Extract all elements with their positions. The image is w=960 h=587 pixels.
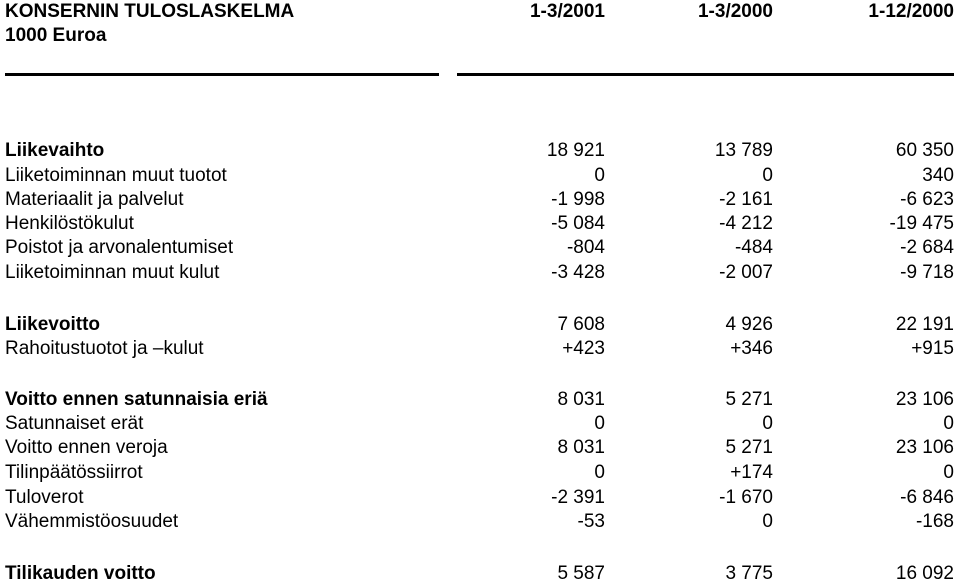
row-value-q1-2001: -5 084 [551,213,605,234]
row-value-q1-2001: 8 031 [557,389,605,410]
row-value-fy-2000: -2 684 [900,237,954,258]
row-label: Liiketoiminnan muut tuotot [5,165,227,186]
header-divider-right [457,73,954,76]
row-value-fy-2000: 23 106 [895,389,954,410]
row-tilikauden-voitto [0,561,960,587]
row-label: Materiaalit ja palvelut [5,189,184,210]
row-label: Henkilöstökulut [5,213,134,234]
row-liiketoiminnan-muut-tuotot [0,163,960,189]
row-voitto-ennen-veroja [0,435,960,461]
row-label: Liikevaihto [5,140,105,161]
row-henkilostokulut [0,211,960,237]
row-label: Voitto ennen veroja [5,437,168,458]
row-tilinpaatossiirrot [0,460,960,486]
row-value-fy-2000: -6 623 [900,189,954,210]
row-materiaalit-ja-palvelut [0,187,960,213]
row-value-q1-2001: 0 [594,165,605,186]
row-value-q1-2001: +423 [562,338,605,359]
row-label: Voitto ennen satunnaisia eriä [5,389,268,410]
row-value-fy-2000: -168 [915,511,954,532]
row-label: Liiketoiminnan muut kulut [5,262,220,283]
row-value-q1-2000: 5 271 [725,389,773,410]
row-value-fy-2000: 60 350 [895,140,954,161]
row-label: Vähemmistöosuudet [5,511,179,532]
row-value-q1-2000: -2 007 [719,262,773,283]
column-header-q1-2000: 1-3/2000 [697,1,773,22]
row-liiketoiminnan-muut-kulut [0,260,960,286]
row-value-q1-2001: -1 998 [551,189,605,210]
row-label: Rahoitustuotot ja –kulut [5,338,204,359]
row-value-fy-2000: -9 718 [900,262,954,283]
row-value-q1-2000: 13 789 [714,140,773,161]
column-header-fy-2000: 1-12/2000 [868,1,954,22]
row-vahemmistoosuudet [0,509,960,535]
statement-title: KONSERNIN TULOSLASKELMA [5,1,295,22]
row-label: Satunnaiset erät [5,413,144,434]
row-value-q1-2001: 5 587 [557,563,605,584]
row-value-q1-2000: -1 670 [719,487,773,508]
row-value-q1-2001: 18 921 [546,140,605,161]
row-poistot-ja-arvonalentumiset [0,235,960,261]
row-value-q1-2001: 0 [594,462,605,483]
row-label: Poistot ja arvonalentumiset [5,237,234,258]
row-value-q1-2000: +346 [730,338,773,359]
row-value-q1-2000: -2 161 [719,189,773,210]
row-value-fy-2000: -6 846 [900,487,954,508]
row-label: Tuloverot [5,487,84,508]
row-satunnaiset-erat [0,411,960,437]
row-label: Tilinpäätössiirrot [5,462,143,483]
row-value-q1-2000: -484 [734,237,773,258]
row-liikevaihto [0,138,960,164]
row-value-q1-2000: 3 775 [725,563,773,584]
row-value-q1-2000: -4 212 [719,213,773,234]
column-header-q1-2001: 1-3/2001 [529,1,605,22]
row-value-q1-2000: +174 [730,462,773,483]
row-value-q1-2001: -53 [577,511,605,532]
row-value-q1-2001: -804 [566,237,605,258]
row-value-fy-2000: 0 [943,413,954,434]
row-value-q1-2001: 0 [594,413,605,434]
row-value-fy-2000: -19 475 [889,213,954,234]
row-tuloverot [0,485,960,511]
row-value-fy-2000: 23 106 [895,437,954,458]
row-liikevoitto [0,312,960,338]
row-value-fy-2000: 0 [943,462,954,483]
row-value-fy-2000: 22 191 [895,314,954,335]
row-value-q1-2001: -2 391 [551,487,605,508]
header-divider-left [5,73,439,76]
row-value-q1-2001: -3 428 [551,262,605,283]
currency-unit: 1000 Euroa [5,25,107,46]
row-value-q1-2000: 4 926 [725,314,773,335]
row-rahoitustuotot-ja-kulut [0,336,960,362]
row-value-fy-2000: 16 092 [895,563,954,584]
row-value-q1-2000: 0 [762,165,773,186]
row-label: Tilikauden voitto [5,563,156,584]
row-value-fy-2000: +915 [911,338,954,359]
row-value-q1-2000: 0 [762,511,773,532]
row-voitto-ennen-satunnaisia-eria [0,387,960,413]
row-label: Liikevoitto [5,314,101,335]
row-value-fy-2000: 340 [922,165,954,186]
row-value-q1-2000: 5 271 [725,437,773,458]
row-value-q1-2001: 7 608 [557,314,605,335]
row-value-q1-2000: 0 [762,413,773,434]
row-value-q1-2001: 8 031 [557,437,605,458]
